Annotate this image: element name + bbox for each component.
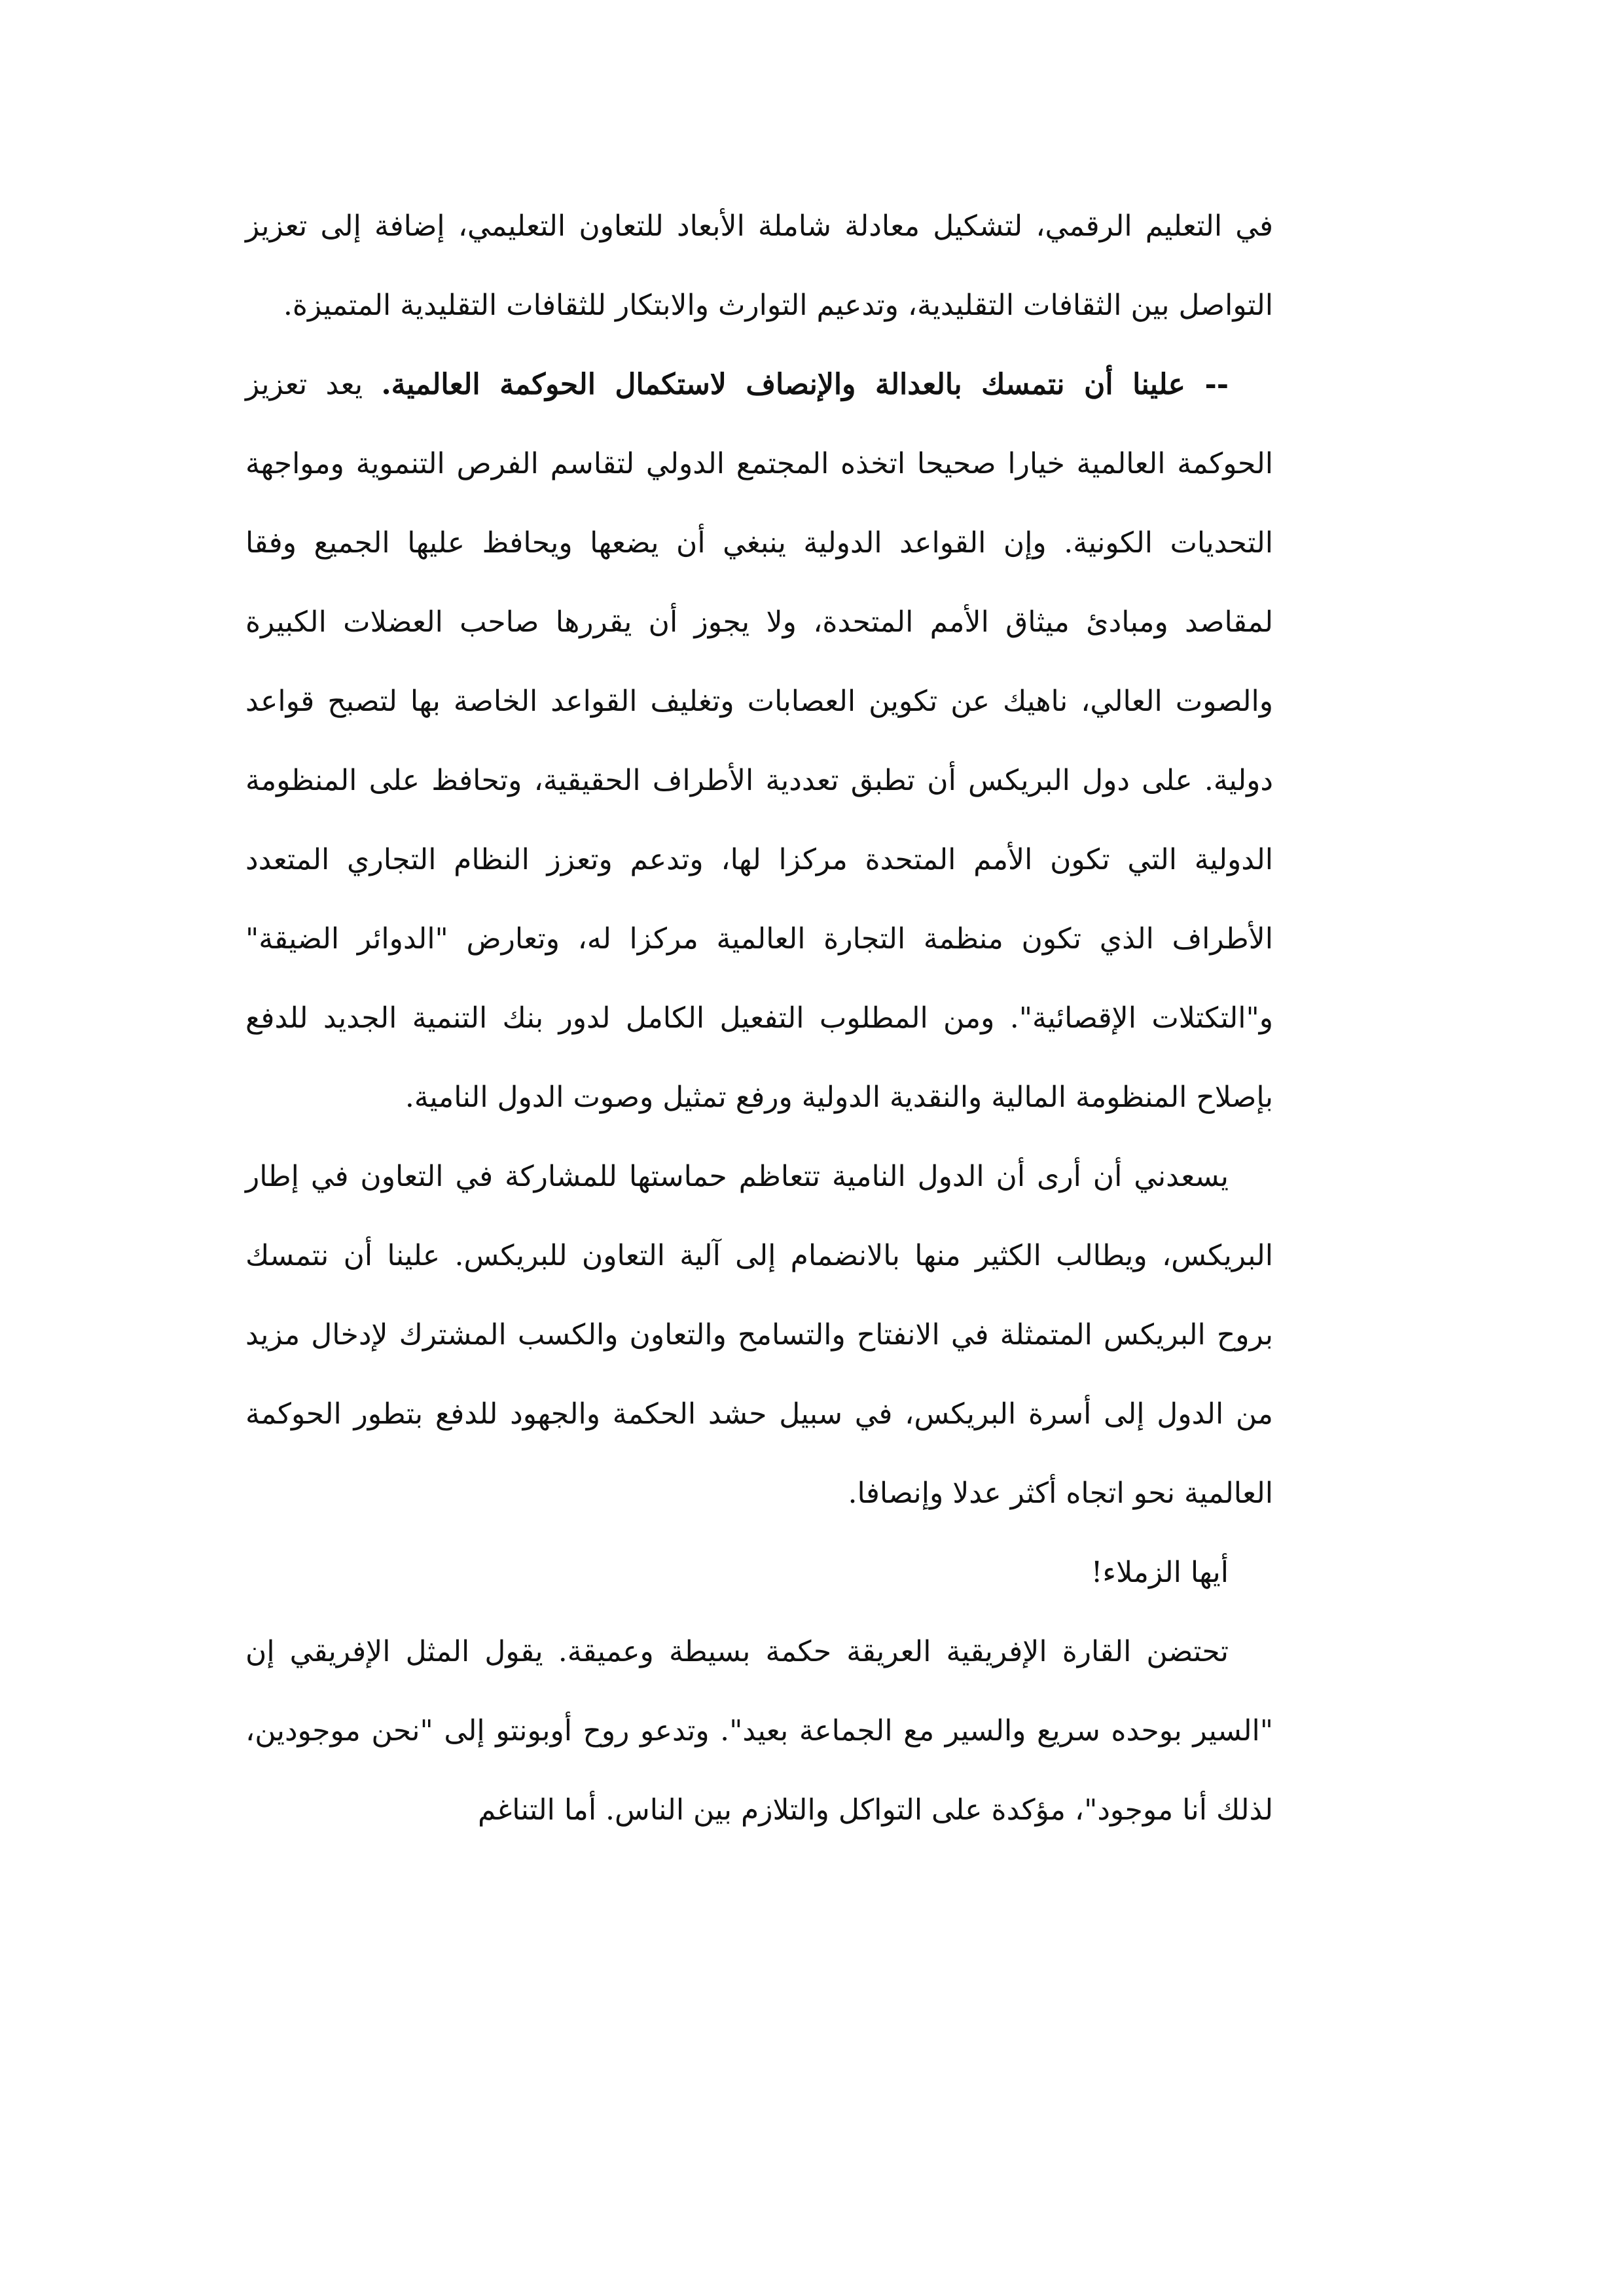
paragraph-african-wisdom: [245, 1612, 1273, 1850]
paragraph-digital-education: [245, 187, 1273, 345]
paragraph-salutation: [245, 1533, 1273, 1612]
paragraph-text: يسعدني أن أرى أن الدول النامية تتعاظم حماستها للمشاركة في التعاون في إطار البريكس، ويطالب الكثير منها بالانضمام إلى آلية التعاون للبريكس. علينا أن نتمسك بروح البريكس المتمثلة في الانفتاح والتسامح والتعاون والكسب المشترك لإدخال مزيد من الدول إلى أسرة البريكس، في سبيل حشد الحكمة والجهود للدفع بتطور الحوكمة العالمية نحو اتجاه أكثر عدلا وإنصافا.: [245, 1160, 1273, 1510]
paragraph-global-governance: [245, 345, 1273, 1137]
section-heading: -- علينا أن نتمسك بالعدالة والإنصاف لاستكمال الحوكمة العالمية.: [381, 368, 1229, 401]
document-body: [245, 187, 1273, 1850]
salutation-text: أيها الزملاء!: [1091, 1556, 1229, 1589]
paragraph-brics-expansion: [245, 1137, 1273, 1533]
paragraph-text: تحتضن القارة الإفريقية العريقة حكمة بسيطة وعميقة. يقول المثل الإفريقي إن "السير بوحده سريع والسير مع الجماعة بعيد". وتدعو روح أوبونتو إلى "نحن موجودين، لذلك أنا موجود"، مؤكدة على التواكل والتلازم بين الناس. أما التناغم: [245, 1635, 1273, 1827]
paragraph-text: يعد تعزيز الحوكمة العالمية خيارا صحيحا اتخذه المجتمع الدولي لتقاسم الفرص التنموية ومواجهة التحديات الكونية. وإن القواعد الدولية ينبغي أن يضعها ويحافظ عليها الجميع وفقا لمقاصد ومبادئ ميثاق الأمم المتحدة، ولا يجوز أن يقررها صاحب العضلات الكبيرة والصوت العالي، ناهيك عن تكوين العصابات وتغليف القواعد الخاصة بها لتصبح قواعد دولية. على دول البريكس أن تطبق تعددية الأطراف الحقيقية، وتحافظ على المنظومة الدولية التي تكون الأمم المتحدة مركزا لها، وتدعم وتعزز النظام التجاري المتعدد الأطراف الذي تكون منظمة التجارة العالمية مركزا له، وتعارض "الدوائر الضيقة" و"التكتلات الإقصائية". ومن المطلوب التفعيل الكامل لدور بنك التنمية الجديد للدفع بإصلاح المنظومة المالية والنقدية الدولية ورفع تمثيل وصوت الدول النامية.: [245, 368, 1273, 1114]
paragraph-text: في التعليم الرقمي، لتشكيل معادلة شاملة الأبعاد للتعاون التعليمي، إضافة إلى تعزيز التواصل بين الثقافات التقليدية، وتدعيم التوارث والابتكار للثقافات التقليدية المتميزة.: [245, 209, 1273, 322]
